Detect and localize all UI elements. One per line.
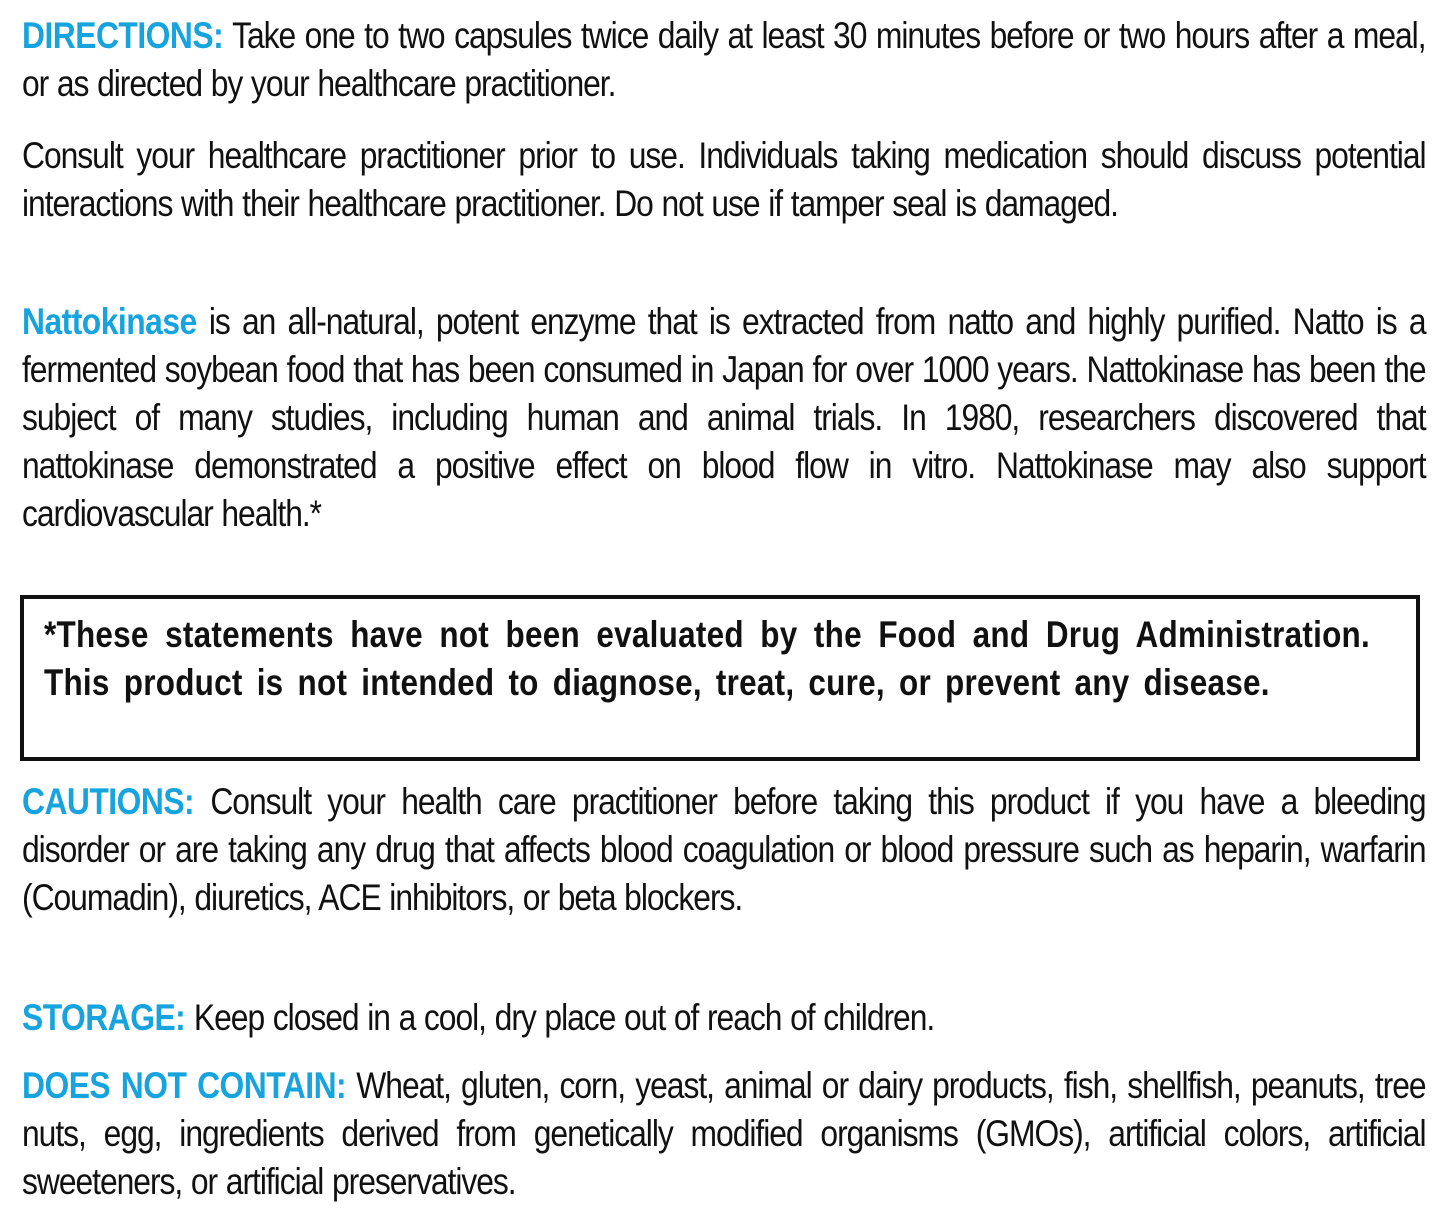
storage-paragraph bbox=[22, 994, 1426, 1042]
nattokinase-heading: Nattokinase bbox=[22, 301, 197, 342]
does-not-contain-text: Wheat, gluten, corn, yeast, animal or dairy products, fish, shellfish, peanuts, tree nuts, egg, ingredients derived from genetically modified organisms (GMOs), artificial colors, artificial sweeteners, or artificial preservatives. bbox=[22, 1065, 1426, 1202]
fda-disclaimer-text: *These statements have not been evaluated by the Food and Drug Administration. This product is not intended to diagnose, treat, cure, or prevent any disease. bbox=[44, 614, 1370, 703]
cautions-section bbox=[22, 778, 1445, 922]
directions-text: Take one to two capsules twice daily at least 30 minutes before or two hours after a meal, or as directed by your healthcare practitioner. bbox=[22, 15, 1426, 104]
storage-section bbox=[22, 994, 1445, 1042]
does-not-contain-heading: DOES NOT CONTAIN: bbox=[22, 1065, 347, 1106]
cautions-heading: CAUTIONS: bbox=[22, 781, 195, 822]
fda-disclaimer-box bbox=[20, 595, 1420, 761]
nattokinase-section bbox=[22, 298, 1445, 538]
directions-paragraph bbox=[22, 12, 1426, 108]
does-not-contain-section bbox=[22, 1062, 1445, 1206]
storage-text: Keep closed in a cool, dry place out of reach of children. bbox=[193, 997, 935, 1038]
storage-heading: STORAGE: bbox=[22, 997, 186, 1038]
nattokinase-paragraph bbox=[22, 298, 1426, 538]
consult-section bbox=[22, 132, 1445, 228]
directions-section bbox=[22, 12, 1445, 108]
cautions-text: Consult your health care practitioner before taking this product if you have a bleeding disorder or are taking any drug that affects blood coagulation or blood pressure such as heparin, warfarin (Coumadin), diuretics, ACE inhibitors, or beta blockers. bbox=[22, 781, 1426, 918]
cautions-paragraph bbox=[22, 778, 1426, 922]
directions-heading: DIRECTIONS: bbox=[22, 15, 224, 56]
does-not-contain-paragraph bbox=[22, 1062, 1426, 1206]
nattokinase-text: is an all-natural, potent enzyme that is extracted from natto and highly purified. Natto is a fermented soybean food that has been consumed in Japan for over 1000 years. Nattokinase has been the subject of many studies, including human and animal trials. In 1980, researchers discovered that nattokinase demonstrated a positive effect on blood flow in vitro. Nattokinase may also support cardiovascular health.* bbox=[22, 301, 1426, 534]
consult-paragraph: Consult your healthcare practitioner prior to use. Individuals taking medication should discuss potential interactions with their healthcare practitioner. Do not use if tamper seal is damaged. bbox=[22, 135, 1426, 224]
